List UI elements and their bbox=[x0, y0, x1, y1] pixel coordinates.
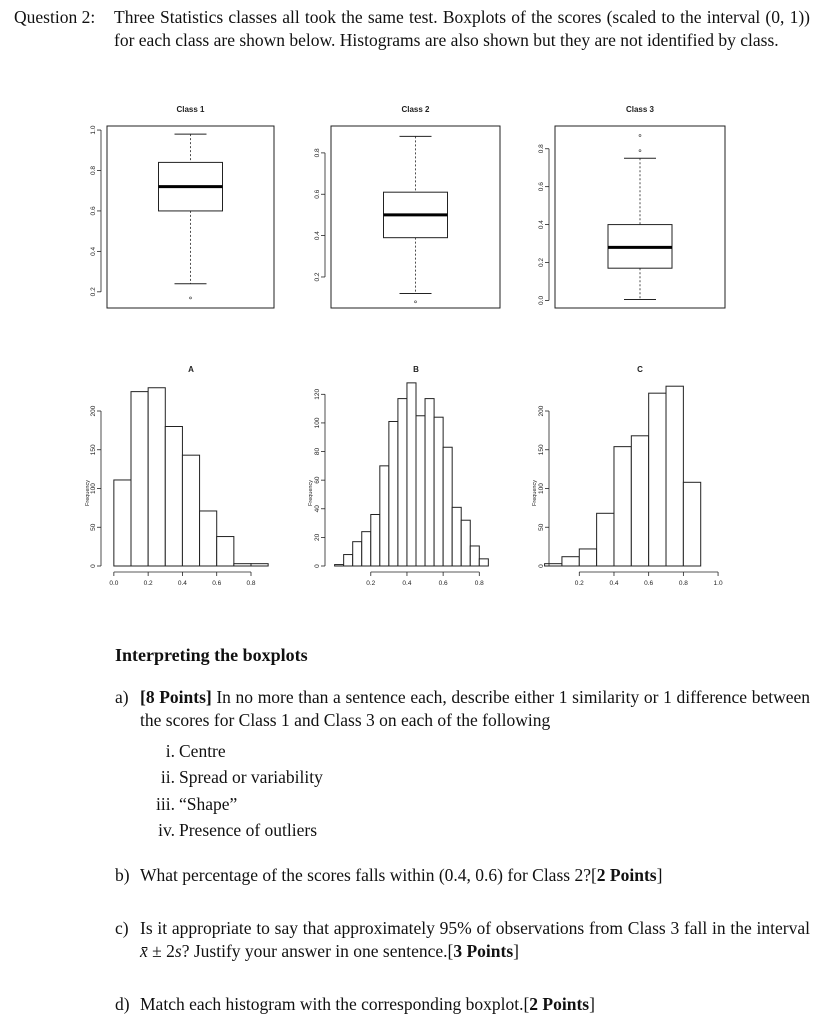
part-c-label: c) bbox=[115, 918, 129, 938]
histogram-c-x-tick-label: 0.6 bbox=[644, 580, 654, 587]
histogram-b-bar bbox=[398, 399, 407, 566]
histogram-b-title: B bbox=[413, 365, 419, 374]
histogram-b-y-tick-label: 0 bbox=[314, 564, 321, 568]
part-a-label: a) bbox=[115, 687, 129, 707]
part-c-text bbox=[140, 917, 810, 963]
histogram-b-bar bbox=[371, 514, 380, 566]
boxplot-3-title: Class 3 bbox=[625, 105, 655, 114]
histogram-a-x-tick-label: 0.8 bbox=[246, 580, 256, 587]
histogram-a-y-tick-label: 0 bbox=[90, 564, 97, 568]
histogram-a-y-tick-label: 200 bbox=[90, 405, 97, 417]
histogram-b-y-tick-label: 20 bbox=[314, 533, 321, 542]
histogram-b-x-tick-label: 0.2 bbox=[366, 580, 376, 587]
part-a-item-1-text: Centre bbox=[179, 741, 226, 761]
histogram-b-bar bbox=[335, 565, 344, 566]
histogram-a-bar bbox=[148, 388, 165, 566]
histogram-b-y-label: Frequency bbox=[308, 480, 314, 506]
histogram-b-bar bbox=[362, 532, 371, 566]
histogram-a-bar bbox=[165, 427, 182, 567]
part-d-label: d) bbox=[115, 994, 130, 1014]
histogram-b-bar bbox=[344, 555, 353, 566]
histogram-c-x-tick-label: 0.2 bbox=[574, 580, 584, 587]
histogram-c-x-tick-label: 0.4 bbox=[609, 580, 619, 587]
histogram-a-x-tick-label: 0.4 bbox=[177, 580, 187, 587]
part-a-question: In no more than a sentence each, describe either 1 similarity or 1 difference between the scores for Class 1 and Class 3 on each of the following bbox=[140, 687, 811, 730]
histogram-a-bar bbox=[114, 480, 131, 566]
histogram-b-bar bbox=[380, 466, 389, 566]
part-b-end: ] bbox=[656, 865, 663, 885]
boxplot-3-y-tick-label: 0.2 bbox=[538, 257, 545, 268]
histogram-a-y-tick-label: 100 bbox=[90, 483, 97, 494]
histogram-a-x-tick-label: 0.2 bbox=[143, 580, 153, 587]
histogram-c-title: C bbox=[637, 365, 643, 374]
boxplot-2-title: Class 2 bbox=[401, 105, 430, 114]
part-c-xbar: x̄ bbox=[140, 941, 148, 961]
histogram-c-bar bbox=[683, 482, 700, 566]
histogram-c-x-tick-label: 0.8 bbox=[678, 580, 688, 587]
histogram-b-bar bbox=[389, 421, 398, 566]
histogram-b-bar bbox=[416, 416, 425, 566]
boxplot-3-outlier bbox=[639, 150, 641, 152]
histogram-c-y-tick-label: 150 bbox=[538, 444, 545, 456]
histogram-c-bar bbox=[614, 447, 631, 566]
part-d-question: Match each histogram with the corresponding boxplot.[ bbox=[140, 994, 530, 1014]
part-d-points: 2 Points bbox=[529, 994, 590, 1014]
histogram-a-title: A bbox=[188, 365, 194, 374]
histogram-a-bar bbox=[251, 564, 268, 566]
part-b-label: b) bbox=[115, 865, 130, 885]
histogram-a-y-tick-label: 150 bbox=[90, 444, 97, 456]
part-d-end: ] bbox=[589, 994, 595, 1014]
histogram-b-bar bbox=[479, 559, 488, 566]
part-b-question: What percentage of the scores falls within (0.4, 0.6) for Class 2?[ bbox=[140, 865, 597, 885]
part-a-item-4 bbox=[145, 820, 317, 841]
boxplot-1-y-tick-label: 0.6 bbox=[90, 206, 97, 216]
part-a-text bbox=[140, 686, 810, 732]
histogram-b-bar bbox=[353, 542, 362, 566]
histogram-b-bar bbox=[425, 399, 434, 566]
histogram-a-bar bbox=[182, 455, 199, 566]
part-a-item-1 bbox=[145, 741, 226, 762]
histogram-b-y-tick-label: 60 bbox=[314, 476, 321, 484]
part-a-item-2 bbox=[145, 767, 323, 788]
histogram-a-x-tick-label: 0.0 bbox=[109, 580, 119, 587]
histogram-b-x-tick-label: 0.8 bbox=[474, 580, 484, 587]
boxplot-3-y-tick-label: 0.8 bbox=[538, 144, 545, 154]
boxplot-1-y-tick-label: 0.4 bbox=[90, 246, 97, 256]
histogram-b-y-tick-label: 80 bbox=[314, 447, 321, 456]
part-c-s: s bbox=[174, 941, 182, 961]
boxplot-2-outlier bbox=[415, 301, 417, 303]
histogram-b-bar bbox=[452, 507, 461, 566]
histogram-c-bar bbox=[631, 436, 648, 566]
histogram-b-x-tick-label: 0.4 bbox=[402, 580, 412, 587]
part-a-item-4-text: Presence of outliers bbox=[179, 820, 318, 840]
boxplot-1-y-tick-label: 0.8 bbox=[90, 165, 97, 176]
boxplot-3-y-tick-label: 0.0 bbox=[538, 295, 545, 305]
histogram-a-y-tick-label: 50 bbox=[90, 523, 97, 531]
histogram-c-y-tick-label: 100 bbox=[538, 483, 545, 494]
boxplot-1-y-tick-label: 1.0 bbox=[90, 125, 97, 135]
part-b-text bbox=[140, 864, 810, 887]
part-a-item-4-num: iv. bbox=[158, 820, 175, 840]
histogram-a-bar bbox=[234, 564, 251, 566]
part-a-points: [8 Points] bbox=[140, 687, 212, 707]
histogram-c-bar bbox=[597, 513, 614, 566]
histogram-a-bar bbox=[217, 537, 234, 566]
question-label: Question 2: bbox=[14, 7, 96, 27]
histogram-c-y-tick-label: 50 bbox=[538, 523, 545, 531]
histogram-c-x-tick-label: 1.0 bbox=[713, 580, 723, 587]
boxplot-1-outlier bbox=[190, 297, 192, 299]
part-d-text bbox=[140, 993, 810, 1016]
boxplot-3-outlier bbox=[639, 134, 641, 136]
histogram-a-bar bbox=[131, 392, 148, 566]
histogram-b-bar bbox=[434, 417, 443, 566]
histogram-c-bar bbox=[666, 386, 683, 566]
boxplot-3-y-tick-label: 0.6 bbox=[538, 182, 545, 192]
part-c-end: ] bbox=[513, 941, 519, 961]
histogram-c-y-label: Frequency bbox=[532, 480, 538, 506]
histogram-b-y-tick-label: 100 bbox=[314, 417, 321, 429]
boxplot-2-y-tick-label: 0.2 bbox=[314, 272, 321, 282]
part-a-item-2-num: ii. bbox=[160, 767, 175, 787]
histogram-a-x-tick-label: 0.6 bbox=[212, 580, 222, 587]
part-b-points: 2 Points bbox=[596, 865, 657, 885]
histogram-b-bar bbox=[407, 383, 416, 566]
part-a-item-1-num: i. bbox=[165, 741, 175, 761]
histogram-b-bar bbox=[470, 546, 479, 566]
boxplot-2-y-tick-label: 0.6 bbox=[314, 189, 321, 199]
histogram-c-y-tick-label: 200 bbox=[538, 405, 545, 417]
histogram-a-bar bbox=[200, 511, 217, 566]
part-c-points: 3 Points bbox=[453, 941, 514, 961]
part-c-pm: ± 2 bbox=[147, 941, 175, 961]
histogram-c-bar bbox=[579, 549, 596, 566]
part-c-question-2: ? Justify your answer in one sentence.[ bbox=[181, 941, 454, 961]
histogram-c-y-tick-label: 0 bbox=[538, 564, 545, 568]
part-c-question-1: Is it appropriate to say that approximately 95% of observations from Class 3 fall in the interval bbox=[140, 918, 810, 938]
histogram-b-y-tick-label: 120 bbox=[314, 388, 321, 400]
part-a-item-2-text: Spread or variability bbox=[179, 767, 323, 787]
histogram-c-bar bbox=[649, 393, 666, 566]
histogram-b-y-tick-label: 40 bbox=[314, 505, 321, 513]
boxplot-1-title: Class 1 bbox=[176, 105, 205, 114]
histogram-b-bar bbox=[443, 447, 452, 566]
question-text: Three Statistics classes all took the same test. Boxplots of the scores (scaled to the interval (0, 1)) for each class are shown below. Histograms are also shown but they are not identified by class. bbox=[114, 7, 810, 50]
part-a-item-3-num: iii. bbox=[156, 794, 175, 814]
part-a-item-3 bbox=[145, 794, 237, 815]
histogram-c-bar bbox=[562, 557, 579, 566]
boxplot-2-y-tick-label: 0.8 bbox=[314, 148, 321, 158]
part-a-item-3-text: “Shape” bbox=[179, 794, 238, 814]
boxplot-3-y-tick-label: 0.4 bbox=[538, 220, 545, 230]
section-title: Interpreting the boxplots bbox=[115, 645, 308, 665]
boxplot-2-y-tick-label: 0.4 bbox=[314, 231, 321, 241]
boxplot-1-y-tick-label: 0.2 bbox=[90, 287, 97, 297]
histogram-b-x-tick-label: 0.6 bbox=[438, 580, 448, 587]
histogram-b-bar bbox=[461, 520, 470, 566]
histogram-a-y-label: Frequency bbox=[85, 480, 91, 506]
